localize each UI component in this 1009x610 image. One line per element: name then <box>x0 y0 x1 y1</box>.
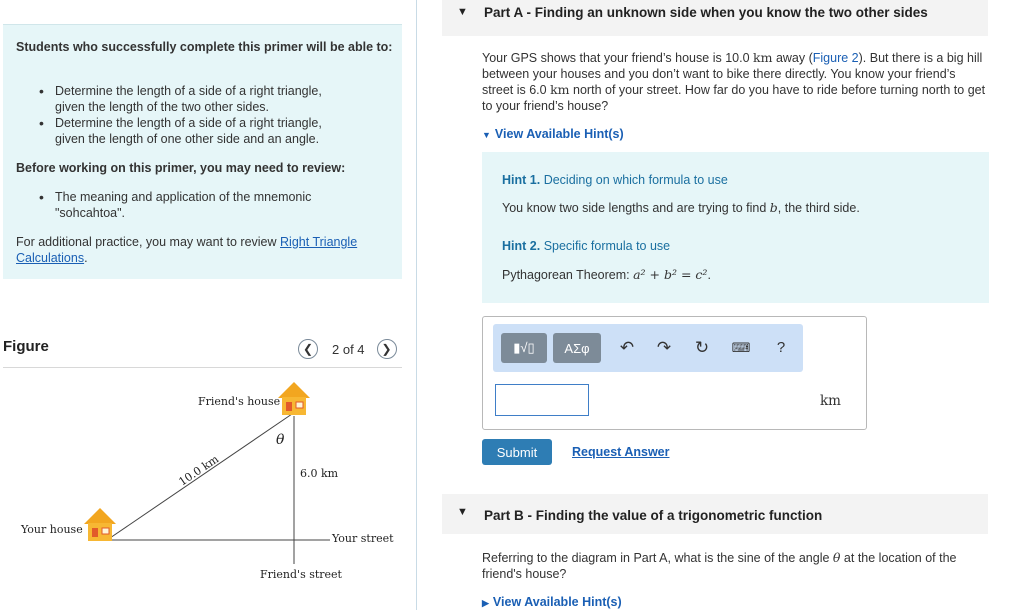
practice-text <box>16 234 386 266</box>
hypotenuse-length-label: 10.0 km <box>176 452 222 489</box>
unit-km: km <box>753 50 773 65</box>
templates-button[interactable] <box>501 333 547 363</box>
request-answer-link[interactable]: Request Answer <box>572 445 670 459</box>
question-text: ). But there is a big hill between your houses and you don’t want to bike there directly. You know your friend’s street is 6.0 <box>482 51 983 97</box>
hint-title: Deciding on which formula to use <box>543 173 728 187</box>
hint-var: b <box>769 200 778 215</box>
submit-button[interactable]: Submit <box>482 439 552 465</box>
unit-km: km <box>550 82 570 97</box>
question-text: north of your street. How far do you have to ride before turning north to get to your friend’s house? <box>482 83 986 113</box>
figure-title: Figure <box>3 338 49 355</box>
templates-icon: ▮√▯ <box>513 340 535 355</box>
hint-2-text <box>502 267 711 282</box>
part-b-question <box>482 550 987 582</box>
part-a-title: Part A - Finding an unknown side when you know the two other sides <box>484 5 928 20</box>
question-text: Your GPS shows that your friend’s house is 10.0 <box>482 51 750 65</box>
angle-theta-label: θ <box>276 432 285 448</box>
figure-nav <box>298 339 397 359</box>
view-hints-toggle-a[interactable] <box>482 127 624 141</box>
hint-body: . <box>707 268 711 282</box>
hint-toggle-label: View Available Hint(s) <box>494 127 624 141</box>
hint-number: Hint 1. <box>502 173 541 187</box>
hint-body: Pythagorean Theorem: <box>502 268 630 282</box>
collapse-triangle-icon: ▼ <box>457 6 468 18</box>
prev-figure-button[interactable] <box>298 339 318 359</box>
undo-icon[interactable]: ↶ <box>619 338 635 357</box>
your-street-label: Your street <box>332 532 394 545</box>
practice-prefix: For additional practice, you may want to review <box>16 235 277 249</box>
question-text: at the location of the friend's house? <box>482 551 957 581</box>
collapse-triangle-icon: ▼ <box>457 506 468 518</box>
primer-intro: Students who successfully complete this primer will be able to: <box>16 40 393 54</box>
review-list <box>33 189 345 221</box>
primer-box <box>3 24 402 279</box>
answer-input[interactable] <box>495 384 589 416</box>
right-panel <box>416 0 1009 610</box>
hints-panel <box>482 152 989 303</box>
redo-icon[interactable]: ↷ <box>656 338 672 357</box>
question-text: away ( <box>775 51 813 65</box>
hint-title: Specific formula to use <box>543 239 671 253</box>
hint-toggle-label: View Available Hint(s) <box>492 595 622 609</box>
next-figure-button[interactable] <box>377 339 397 359</box>
friends-house-label: Friend's house <box>198 395 281 408</box>
objectives-list <box>33 83 345 147</box>
keyboard-icon[interactable]: ⌨ <box>731 340 751 355</box>
answer-unit: km <box>820 393 841 409</box>
triangle-diagram <box>0 368 410 608</box>
list-item: • Determine the length of a side of a right triangle, given the length of one other side and an angle. <box>33 115 345 147</box>
reset-icon[interactable]: ↻ <box>694 338 710 357</box>
question-text: Referring to the diagram in Part A, what is the sine of the angle <box>482 551 830 565</box>
friends-street-label: Friend's street <box>260 568 342 581</box>
caret-right-icon: ▶ <box>482 598 489 608</box>
view-hints-toggle-b[interactable] <box>482 595 622 609</box>
vertical-length-label: 6.0 km <box>300 467 339 480</box>
hint-body: , the third side. <box>777 201 860 215</box>
answer-area <box>482 316 867 430</box>
caret-down-icon: ▼ <box>482 130 491 140</box>
chevron-right-icon: ❯ <box>381 342 392 356</box>
greek-symbols-button[interactable] <box>553 333 601 363</box>
pythagorean-formula: a² + b² = c² <box>633 267 708 282</box>
hint-1-header[interactable] <box>502 173 728 187</box>
part-b-title: Part B - Finding the value of a trigonometric function <box>484 508 823 523</box>
review-heading: Before working on this primer, you may need to review: <box>16 161 346 175</box>
figure-counter: 2 of 4 <box>332 341 365 357</box>
chevron-left-icon: ❮ <box>302 342 314 356</box>
practice-suffix: . <box>84 251 88 265</box>
friends-house-icon <box>278 382 310 415</box>
right-triangle-link[interactable]: Right Triangle Calculations <box>16 235 358 265</box>
figure-2-link[interactable]: Figure 2 <box>812 51 859 65</box>
help-icon[interactable]: ? <box>776 339 786 356</box>
left-panel <box>0 0 417 610</box>
list-item: • Determine the length of a side of a right triangle, given the length of the two other sides. <box>33 83 345 115</box>
hint-number: Hint 2. <box>502 239 541 253</box>
list-item: • The meaning and application of the mnemonic "sohcahtoa". <box>33 189 345 221</box>
part-a-header[interactable] <box>442 0 988 36</box>
greek-label: ΑΣφ <box>564 340 590 356</box>
your-house-icon <box>84 508 116 541</box>
hint-body: You know two side lengths and are trying to find <box>502 201 767 215</box>
part-a-question <box>482 50 987 114</box>
math-toolbar <box>493 324 803 372</box>
part-b-header[interactable] <box>442 494 988 534</box>
hint-2-header[interactable] <box>502 239 670 253</box>
angle-theta: θ <box>832 550 841 565</box>
hint-1-text <box>502 200 860 215</box>
your-house-label: Your house <box>21 523 83 536</box>
